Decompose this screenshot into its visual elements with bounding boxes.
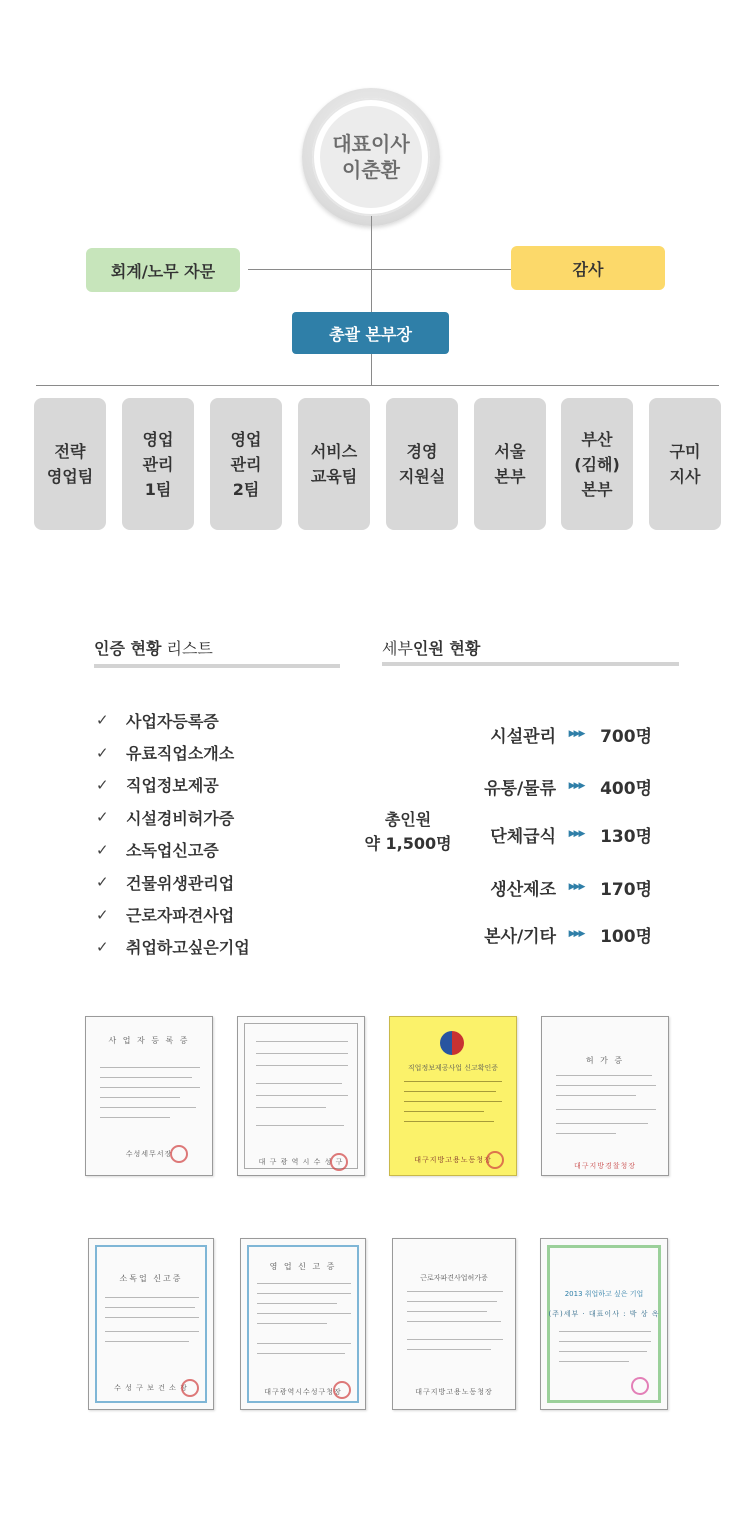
document-text-line bbox=[105, 1341, 189, 1342]
document-text-line bbox=[100, 1087, 200, 1088]
document-text-line bbox=[556, 1085, 656, 1086]
staff-count: 170명 bbox=[600, 879, 652, 900]
total-staff bbox=[356, 808, 460, 856]
department-box: 구미 지사 bbox=[649, 398, 721, 530]
certifications-heading-bold: 인증 현황 bbox=[94, 639, 162, 658]
certification-label: 사업자등록증 bbox=[126, 711, 219, 731]
total-staff-label: 총인원 bbox=[384, 810, 432, 829]
certificate-document[interactable] bbox=[541, 1016, 669, 1176]
check-icon: ✓ bbox=[96, 937, 109, 956]
document-text-line bbox=[257, 1293, 351, 1294]
document-title: 영 업 신 고 증 bbox=[269, 1262, 337, 1271]
ceo-trunk-line bbox=[371, 216, 372, 386]
list-item bbox=[96, 834, 250, 866]
list-item bbox=[96, 898, 250, 930]
certifications-heading-rule bbox=[94, 664, 340, 668]
staff-count: 700명 bbox=[600, 726, 652, 747]
certification-label: 시설경비허가증 bbox=[126, 808, 235, 828]
document-issuer: 대구지방고용노동청장 bbox=[414, 1156, 492, 1164]
document-text-line bbox=[100, 1117, 170, 1118]
staff-category: 생산제조 bbox=[490, 879, 556, 900]
list-item bbox=[96, 704, 250, 736]
document-text-line bbox=[407, 1291, 503, 1292]
advisor-label: 회계/노무 자문 bbox=[110, 261, 216, 281]
document-text-line bbox=[407, 1301, 497, 1302]
document-text-line bbox=[407, 1321, 501, 1322]
audit-box bbox=[511, 246, 665, 290]
advisor-box bbox=[86, 248, 240, 292]
check-icon: ✓ bbox=[96, 775, 109, 794]
staff-category: 유통/물류 bbox=[484, 778, 556, 799]
document-text-line bbox=[100, 1107, 196, 1108]
triple-arrow-icon: ▶▶▶ bbox=[568, 929, 584, 939]
certificate-document[interactable] bbox=[240, 1238, 366, 1410]
government-emblem-icon bbox=[440, 1031, 464, 1055]
document-text-line bbox=[256, 1095, 348, 1096]
document-text-line bbox=[257, 1353, 345, 1354]
departments-bus-line bbox=[36, 385, 719, 386]
document-text-line bbox=[407, 1349, 491, 1350]
check-icon: ✓ bbox=[96, 873, 109, 892]
certification-label: 취업하고싶은기업 bbox=[126, 938, 250, 958]
department-box: 서울 본부 bbox=[474, 398, 546, 530]
document-text-line bbox=[256, 1107, 326, 1108]
certificate-document[interactable] bbox=[389, 1016, 517, 1176]
certificate-document[interactable] bbox=[540, 1238, 668, 1410]
document-text-line bbox=[404, 1081, 502, 1082]
staff-count: 400명 bbox=[600, 778, 652, 799]
document-text-line bbox=[559, 1331, 651, 1332]
staff-category: 시설관리 bbox=[490, 726, 556, 747]
certification-label: 근로자파견사업 bbox=[126, 906, 235, 926]
ceo-title: 대표이사 bbox=[332, 132, 410, 156]
staff-row bbox=[462, 771, 662, 801]
document-text-line bbox=[100, 1077, 192, 1078]
document-title: 2013 취업하고 싶은 기업 bbox=[564, 1290, 644, 1298]
document-title: 허 가 증 bbox=[585, 1056, 625, 1065]
list-item bbox=[96, 769, 250, 801]
document-issuer: (주)세부 · 대표이사 : 박 상 옥 bbox=[548, 1310, 660, 1318]
staff-heading-rule bbox=[382, 662, 679, 666]
document-text-line bbox=[556, 1075, 652, 1076]
triple-arrow-icon: ▶▶▶ bbox=[568, 729, 584, 739]
department-box: 서비스 교육팀 bbox=[298, 398, 370, 530]
document-text-line bbox=[257, 1303, 337, 1304]
certification-label: 유료직업소개소 bbox=[126, 744, 235, 764]
document-text-line bbox=[105, 1297, 199, 1298]
department-box: 전략 영업팀 bbox=[34, 398, 106, 530]
document-text-line bbox=[257, 1313, 351, 1314]
certification-list bbox=[96, 704, 250, 963]
staff-row bbox=[462, 919, 662, 949]
general-manager-label: 총괄 본부장 bbox=[329, 324, 412, 344]
document-text-line bbox=[404, 1121, 494, 1122]
ceo-ring bbox=[312, 98, 430, 216]
document-text-line bbox=[404, 1091, 496, 1092]
side-branch-line bbox=[248, 269, 511, 270]
staff-row bbox=[462, 872, 662, 902]
document-text-line bbox=[556, 1123, 648, 1124]
certificate-document[interactable] bbox=[392, 1238, 516, 1410]
document-text-line bbox=[407, 1311, 487, 1312]
certification-label: 직업정보제공 bbox=[126, 776, 219, 796]
certification-label: 소독업신고증 bbox=[126, 841, 219, 861]
list-item bbox=[96, 931, 250, 963]
document-text-line bbox=[256, 1065, 348, 1066]
audit-label: 감사 bbox=[572, 259, 604, 279]
document-title: 소독업 신고증 bbox=[119, 1274, 183, 1283]
triple-arrow-icon: ▶▶▶ bbox=[568, 781, 584, 791]
document-text-line bbox=[257, 1283, 351, 1284]
document-issuer: 대구지방경찰청장 bbox=[573, 1162, 637, 1170]
certifications-heading-rest: 리스트 bbox=[161, 639, 213, 658]
staff-heading-rest: 세부 bbox=[382, 639, 413, 658]
document-issuer: 수 성 구 보 건 소 장 bbox=[114, 1384, 188, 1392]
list-item bbox=[96, 801, 250, 833]
document-issuer: 대구광역시수성구청장 bbox=[264, 1388, 342, 1396]
check-icon: ✓ bbox=[96, 840, 109, 859]
document-text-line bbox=[100, 1067, 200, 1068]
check-icon: ✓ bbox=[96, 743, 109, 762]
document-text-line bbox=[556, 1133, 616, 1134]
staff-row bbox=[462, 719, 662, 749]
ceo-node bbox=[302, 88, 440, 226]
staff-heading bbox=[382, 636, 480, 659]
document-text-line bbox=[256, 1053, 348, 1054]
seal-stamp bbox=[333, 1381, 351, 1399]
document-text-line bbox=[257, 1343, 351, 1344]
document-issuer: 대구지방고용노동청장 bbox=[415, 1388, 493, 1396]
seal-stamp bbox=[631, 1377, 649, 1395]
document-text-line bbox=[105, 1307, 195, 1308]
document-issuer: 대 구 광 역 시 수 성 구 bbox=[258, 1158, 344, 1166]
document-issuer: 수성세무서장 bbox=[125, 1150, 173, 1158]
check-icon: ✓ bbox=[96, 905, 109, 924]
document-text-line bbox=[407, 1339, 503, 1340]
triple-arrow-icon: ▶▶▶ bbox=[568, 882, 584, 892]
list-item bbox=[96, 866, 250, 898]
department-box: 부산 (김해) 본부 bbox=[561, 398, 633, 530]
document-title: 근로자파견사업허가증 bbox=[420, 1274, 488, 1282]
document-text-line bbox=[100, 1097, 180, 1098]
document-text-line bbox=[257, 1323, 327, 1324]
general-manager-box bbox=[292, 312, 449, 354]
ceo-inner bbox=[320, 106, 422, 208]
document-text-line bbox=[256, 1041, 348, 1042]
staff-category: 본사/기타 bbox=[484, 926, 556, 947]
certificate-document[interactable] bbox=[85, 1016, 213, 1176]
seal-stamp bbox=[170, 1145, 188, 1163]
ceo-name: 이춘환 bbox=[342, 158, 400, 182]
department-box: 영업 관리 1팀 bbox=[122, 398, 194, 530]
seal-stamp bbox=[330, 1153, 348, 1171]
list-item bbox=[96, 736, 250, 768]
certificate-document[interactable] bbox=[88, 1238, 214, 1410]
document-text-line bbox=[105, 1331, 199, 1332]
total-staff-value: 약 1,500명 bbox=[364, 834, 452, 853]
document-title: 사 업 자 등 록 증 bbox=[108, 1036, 190, 1045]
certifications-heading bbox=[94, 636, 213, 659]
certification-label: 건물위생관리업 bbox=[126, 873, 235, 893]
document-text-line bbox=[559, 1341, 651, 1342]
check-icon: ✓ bbox=[96, 711, 109, 730]
check-icon: ✓ bbox=[96, 808, 109, 827]
staff-row bbox=[462, 819, 662, 849]
staff-count: 130명 bbox=[600, 826, 652, 847]
seal-stamp bbox=[181, 1379, 199, 1397]
staff-count: 100명 bbox=[600, 926, 652, 947]
document-text-line bbox=[556, 1109, 656, 1110]
document-title: 직업정보제공사업 신고확인증 bbox=[407, 1064, 499, 1072]
document-text-line bbox=[559, 1351, 647, 1352]
staff-category: 단체급식 bbox=[490, 826, 556, 847]
document-text-line bbox=[556, 1095, 636, 1096]
document-text-line bbox=[404, 1111, 484, 1112]
certificate-document[interactable] bbox=[237, 1016, 365, 1176]
staff-heading-bold: 인원 현황 bbox=[412, 639, 481, 658]
triple-arrow-icon: ▶▶▶ bbox=[568, 829, 584, 839]
document-frame bbox=[244, 1023, 358, 1169]
document-text-line bbox=[256, 1083, 342, 1084]
department-box: 영업 관리 2팀 bbox=[210, 398, 282, 530]
document-text-line bbox=[256, 1125, 344, 1126]
document-text-line bbox=[559, 1361, 629, 1362]
document-text-line bbox=[105, 1317, 199, 1318]
seal-stamp bbox=[486, 1151, 504, 1169]
document-text-line bbox=[404, 1101, 502, 1102]
department-box: 경영 지원실 bbox=[386, 398, 458, 530]
